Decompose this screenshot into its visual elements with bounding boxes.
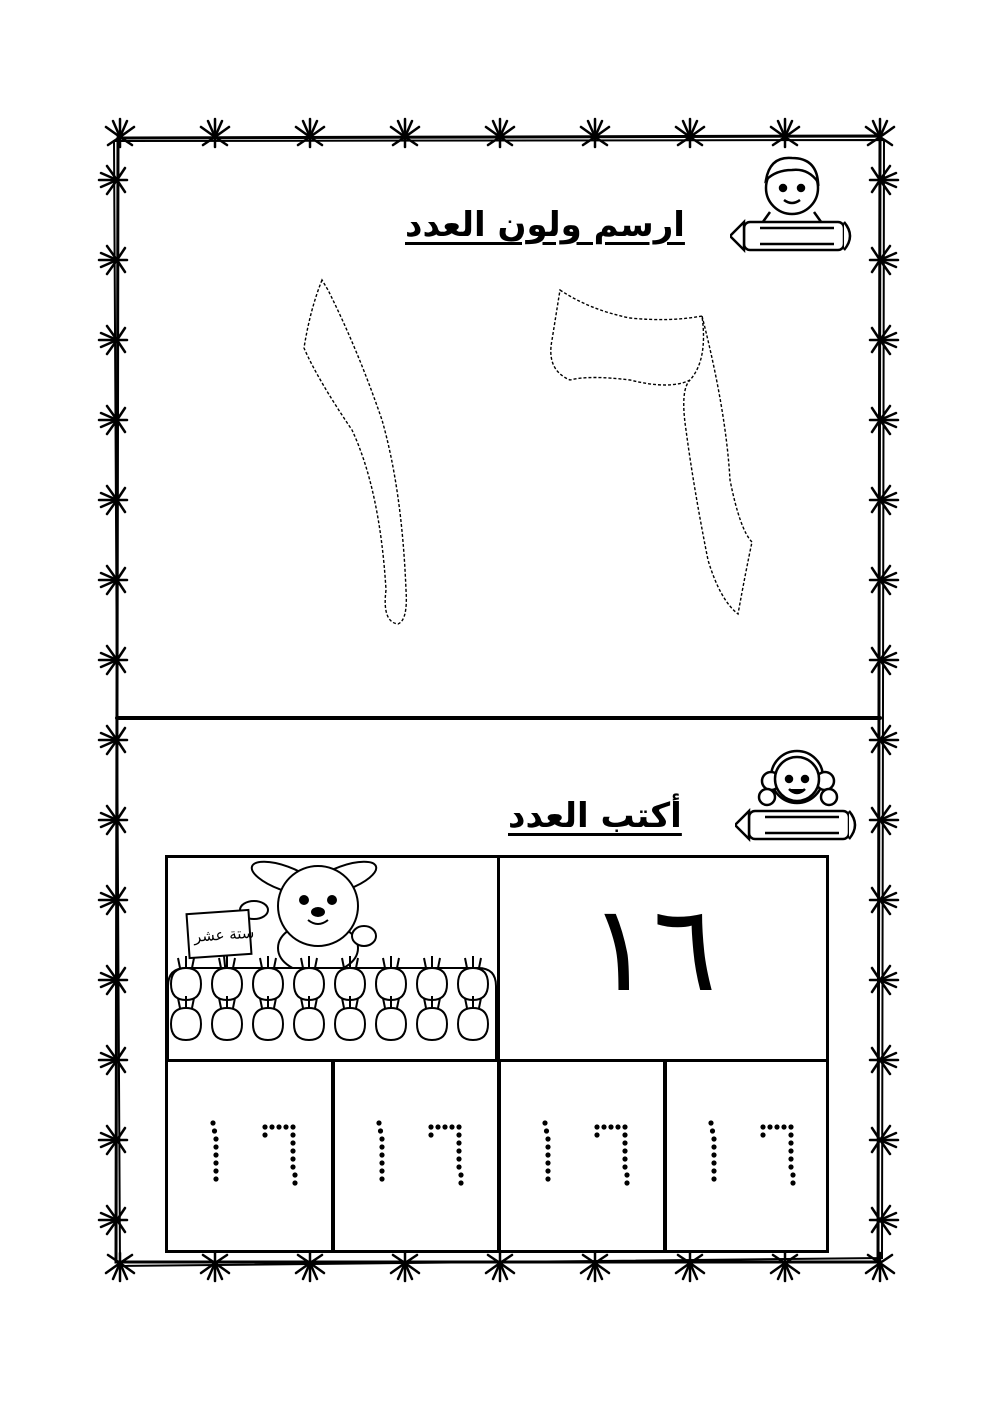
tracing-dot (276, 1124, 281, 1129)
tracing-dot (711, 1152, 716, 1157)
tracing-dot (442, 1124, 447, 1129)
tracing-dot (545, 1152, 550, 1157)
tracing-dot (622, 1140, 627, 1145)
tracing-dot (594, 1132, 599, 1137)
tracing-dot (710, 1128, 715, 1133)
tracing-dot (456, 1148, 461, 1153)
tracing-dot (767, 1124, 772, 1129)
tracing-dot (760, 1124, 765, 1129)
tracing-dot (290, 1132, 295, 1137)
tracing-dot (711, 1144, 716, 1149)
tracing-dot (788, 1124, 793, 1129)
tracing-dot (545, 1160, 550, 1165)
tracing-dot (292, 1172, 297, 1177)
tracing-dot (379, 1136, 384, 1141)
sign-text: ستة عشر (193, 923, 255, 946)
tracing-dot (458, 1180, 463, 1185)
tracing-dot (435, 1124, 440, 1129)
tracing-dot (781, 1124, 786, 1129)
tracing-dot (458, 1172, 463, 1177)
tracing-dot (379, 1152, 384, 1157)
printed-number-16: ١٦ (588, 880, 717, 1019)
tracing-dot (711, 1176, 716, 1181)
tracing-dot (428, 1124, 433, 1129)
tracing-dot (456, 1124, 461, 1129)
tracing-dot (711, 1136, 716, 1141)
tracing-dot (210, 1120, 215, 1125)
tracing-dot (290, 1156, 295, 1161)
tracing-dot (376, 1120, 381, 1125)
tracing-dot (622, 1132, 627, 1137)
tracing-dot (788, 1164, 793, 1169)
tracing-dot (594, 1124, 599, 1129)
tracing-dot (262, 1132, 267, 1137)
tracing-dot (292, 1180, 297, 1185)
tracing-dot (456, 1156, 461, 1161)
section1-heading: ارسم ولون العدد (405, 205, 685, 245)
tracing-dot (708, 1120, 713, 1125)
tracing-dot (379, 1160, 384, 1165)
tracing-dot (378, 1128, 383, 1133)
tracing-dot (213, 1152, 218, 1157)
tracing-dot (711, 1168, 716, 1173)
tracing-dot (213, 1168, 218, 1173)
tracing-dot (544, 1128, 549, 1133)
tracing-dot (545, 1136, 550, 1141)
tracing-dot (622, 1164, 627, 1169)
tracing-dot (456, 1140, 461, 1145)
tracing-dot (269, 1124, 274, 1129)
tracing-dot (608, 1124, 613, 1129)
tracing-dot (622, 1124, 627, 1129)
tracing-dot (379, 1168, 384, 1173)
tracing-dot (213, 1176, 218, 1181)
tracing-dot (622, 1148, 627, 1153)
section2-heading: أكتب العدد (508, 796, 682, 836)
tracing-dot (545, 1168, 550, 1173)
tracing-dot (545, 1144, 550, 1149)
tracing-dot (262, 1124, 267, 1129)
tracing-dot (545, 1176, 550, 1181)
tracing-dot (290, 1164, 295, 1169)
tracing-dot (290, 1148, 295, 1153)
tracing-dot (290, 1124, 295, 1129)
tracing-dot (790, 1172, 795, 1177)
tracing-dot (760, 1132, 765, 1137)
tracing-dot (212, 1128, 217, 1133)
tracing-dot (615, 1124, 620, 1129)
tracing-dot (283, 1124, 288, 1129)
tracing-dot (624, 1180, 629, 1185)
tracing-dot (213, 1136, 218, 1141)
tracing-dot (790, 1180, 795, 1185)
tracing-dot (601, 1124, 606, 1129)
tracing-dot (290, 1140, 295, 1145)
tracing-dot (711, 1160, 716, 1165)
tracing-dot (542, 1120, 547, 1125)
tracing-dot (456, 1164, 461, 1169)
tracing-dot (379, 1176, 384, 1181)
tracing-dot (449, 1124, 454, 1129)
tracing-dot (788, 1140, 793, 1145)
tracing-dot (213, 1144, 218, 1149)
tracing-dot (788, 1148, 793, 1153)
tracing-dot (428, 1132, 433, 1137)
tracing-dot (774, 1124, 779, 1129)
tracing-dot (379, 1144, 384, 1149)
tracing-dot (456, 1132, 461, 1137)
tracing-dot (622, 1156, 627, 1161)
tracing-dot (213, 1160, 218, 1165)
tracing-dot (624, 1172, 629, 1177)
tracing-dot (788, 1156, 793, 1161)
tracing-dot (788, 1132, 793, 1137)
